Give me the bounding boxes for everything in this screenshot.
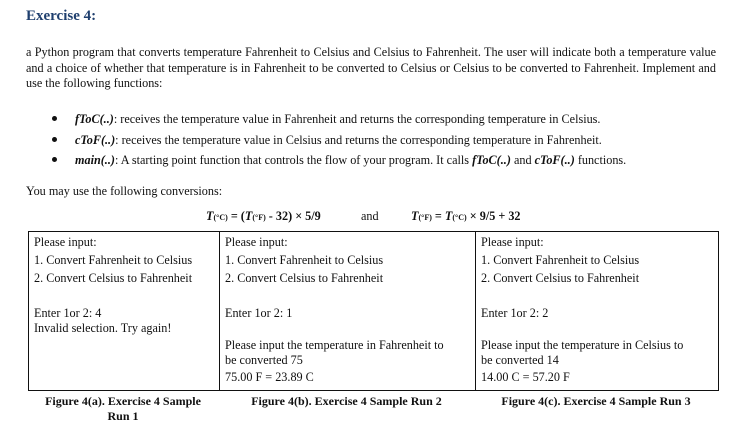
console-line: 2. Convert Celsius to Fahrenheit	[225, 271, 384, 285]
bullet-icon	[52, 116, 57, 121]
intro-paragraph: a Python program that converts temperature Fahrenheit to Celsius and Celsius to Fahrenheit. The user will indicate both a temperature value and a choice of whether that temperature is in Fahrenheit to be converted to Celsius or Celsius to be converted to Fahrenheit. Implement and use the following functions:	[26, 45, 716, 91]
function-name: cToF(..)	[75, 132, 116, 147]
conversions-label: You may use the following conversions:	[26, 184, 223, 198]
function-reference: fToC(..)	[472, 153, 511, 167]
console-line: be converted 14	[481, 353, 559, 367]
sample-run-3	[475, 232, 718, 390]
function-description: : A starting point function that controls the flow of your program. It calls	[114, 153, 473, 167]
console-line: Enter 1or 2: 2	[481, 306, 549, 320]
console-line: Invalid selection. Try again!	[34, 321, 172, 335]
console-line: Please input the temperature in Fahrenheit to	[225, 338, 444, 352]
console-line: 75.00 F = 23.89 C	[225, 370, 314, 384]
function-description: functions.	[574, 153, 627, 167]
console-line: 2. Convert Celsius to Fahrenheit	[34, 271, 193, 285]
console-line: 1. Convert Fahrenheit to Celsius	[481, 253, 640, 267]
console-line: 14.00 C = 57.20 F	[481, 370, 570, 384]
bullet-icon	[52, 137, 57, 142]
list-item	[52, 109, 626, 130]
bullet-icon	[52, 157, 57, 162]
function-description: : receives the temperature value in Fahrenheit and returns the corresponding temperature in Celsius.	[113, 112, 601, 126]
console-line: Please input:	[225, 235, 288, 249]
function-description: and	[510, 153, 535, 167]
list-item	[52, 150, 626, 171]
function-reference: cToF(..)	[534, 153, 575, 167]
console-line: Enter 1or 2: 4	[34, 306, 102, 320]
console-line: Please input the temperature in Celsius to	[481, 338, 684, 352]
sample-run-2	[219, 232, 475, 390]
console-line: Enter 1or 2: 1	[225, 306, 293, 320]
and-label: and	[361, 209, 379, 223]
sample-run-1	[29, 232, 219, 390]
console-line: Please input:	[34, 235, 97, 249]
console-line: be converted 75	[225, 353, 303, 367]
function-name: main(..)	[75, 153, 115, 167]
exercise-title: Exercise 4:	[26, 8, 97, 24]
figure-caption-b: Figure 4(b). Exercise 4 Sample Run 2	[251, 394, 442, 408]
sample-runs-table	[28, 231, 719, 391]
function-list	[52, 109, 626, 171]
console-line: Please input:	[481, 235, 544, 249]
console-line: 1. Convert Fahrenheit to Celsius	[225, 253, 384, 267]
figure-caption-a: Figure 4(a). Exercise 4 Sample Run 1	[45, 394, 201, 423]
function-name: fToC(..)	[75, 112, 114, 126]
formula-celsius: T(°C) = (T(°F) - 32) × 5/9	[206, 209, 321, 223]
console-line: 1. Convert Fahrenheit to Celsius	[34, 253, 193, 267]
formula-fahrenheit: T(°F) = T(°C) × 9/5 + 32	[411, 209, 521, 223]
list-item	[52, 130, 626, 151]
function-description: : receives the temperature value in Celsius and returns the corresponding temperature in Fahrenheit.	[115, 132, 602, 147]
figure-caption-c: Figure 4(c). Exercise 4 Sample Run 3	[501, 394, 691, 408]
console-line: 2. Convert Celsius to Fahrenheit	[481, 271, 640, 285]
